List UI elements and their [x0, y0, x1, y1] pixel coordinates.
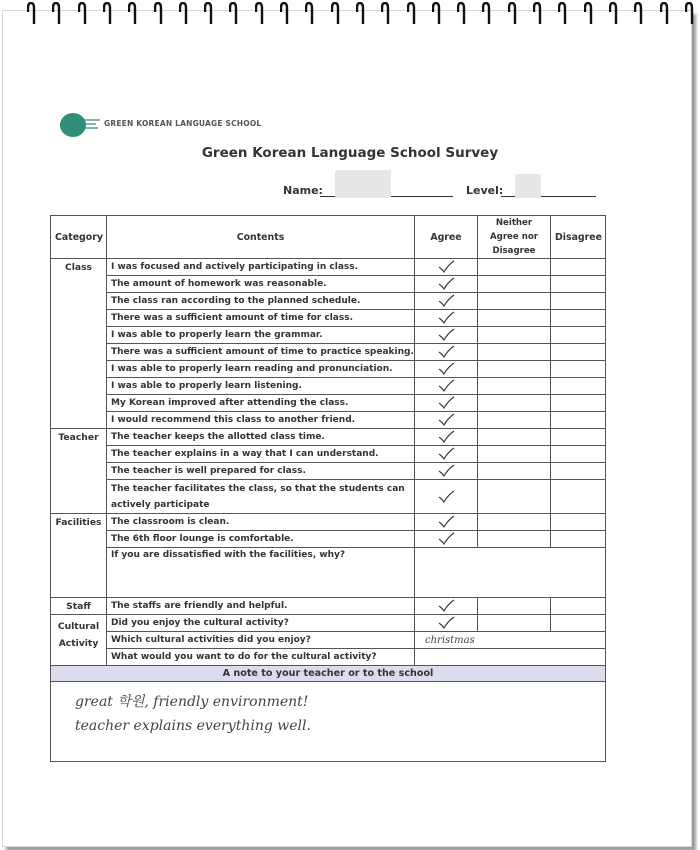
- binding-ring: [305, 2, 314, 26]
- agree-cell[interactable]: [415, 412, 478, 429]
- checkmark-icon: [415, 260, 477, 274]
- neither-cell[interactable]: [478, 480, 551, 514]
- handwritten-note-line: teacher explains everything well.: [75, 718, 311, 734]
- answer-field[interactable]: [415, 649, 606, 666]
- statement-cell: [107, 327, 415, 344]
- header-row: [51, 216, 606, 259]
- disagree-cell[interactable]: [551, 310, 606, 327]
- category-cell: [51, 429, 107, 514]
- binding-ring: [280, 2, 289, 26]
- statement-cell: [107, 514, 415, 531]
- binding-ring: [685, 2, 694, 26]
- statement-text: The teacher keeps the allotted class time.: [111, 432, 325, 442]
- statement-cell: [107, 463, 415, 480]
- neither-cell[interactable]: [478, 378, 551, 395]
- disagree-cell[interactable]: [551, 615, 606, 632]
- category-label: Facilities: [55, 517, 102, 528]
- binding-ring: [508, 2, 517, 26]
- statement-text: My Korean improved after attending the class.: [111, 398, 349, 408]
- survey-row: [51, 463, 606, 480]
- header-disagree: Disagree: [551, 216, 606, 259]
- disagree-cell[interactable]: [551, 446, 606, 463]
- survey-table: [50, 215, 606, 762]
- survey-row: [51, 395, 606, 412]
- survey-row: [51, 276, 606, 293]
- disagree-cell[interactable]: [551, 463, 606, 480]
- disagree-cell[interactable]: [551, 276, 606, 293]
- binding-ring: [381, 2, 390, 26]
- checkmark-icon: [415, 490, 477, 504]
- statement-cell: [107, 259, 415, 276]
- binding-ring: [634, 2, 643, 26]
- agree-cell[interactable]: [415, 276, 478, 293]
- binding-ring: [660, 2, 669, 26]
- handwritten-answer: christmas: [425, 634, 475, 646]
- statement-cell: [107, 429, 415, 446]
- checkmark-icon: [415, 362, 477, 376]
- answer-field[interactable]: [415, 548, 606, 598]
- statement-text: I would recommend this class to another friend.: [111, 415, 356, 425]
- statement-text: The 6th floor lounge is comfortable.: [111, 534, 294, 544]
- statement-text: The amount of homework was reasonable.: [111, 279, 327, 289]
- survey-row: [51, 259, 606, 276]
- disagree-cell[interactable]: [551, 327, 606, 344]
- survey-title: Green Korean Language School Survey: [201, 145, 499, 161]
- category-cell: [51, 598, 107, 615]
- checkmark-icon: [415, 413, 477, 427]
- agree-cell[interactable]: [415, 395, 478, 412]
- survey-row: [51, 480, 606, 514]
- agree-cell[interactable]: [415, 514, 478, 531]
- neither-cell[interactable]: [478, 293, 551, 310]
- open-question-row: [51, 632, 606, 649]
- statement-cell: [107, 598, 415, 615]
- note-header-text: A note to your teacher or to the school: [222, 668, 434, 679]
- spiral-binding: [0, 0, 700, 30]
- checkmark-icon: [415, 599, 477, 613]
- disagree-cell[interactable]: [551, 480, 606, 514]
- category-cell: [51, 514, 107, 598]
- survey-row: [51, 412, 606, 429]
- note-header: [51, 666, 606, 682]
- category-label: Staff: [66, 601, 91, 612]
- statement-cell: [107, 361, 415, 378]
- checkmark-icon: [415, 328, 477, 342]
- disagree-cell[interactable]: [551, 378, 606, 395]
- binding-ring: [457, 2, 466, 26]
- name-label: Name:: [283, 184, 323, 197]
- note-header-row: [51, 666, 606, 682]
- checkmark-icon: [415, 430, 477, 444]
- checkmark-icon: [415, 532, 477, 546]
- level-label: Level:: [466, 184, 504, 197]
- binding-ring: [533, 2, 542, 26]
- header-category: Category: [51, 216, 107, 259]
- note-field[interactable]: [51, 682, 606, 762]
- statement-text: I was focused and actively participating in class.: [111, 262, 359, 272]
- agree-cell[interactable]: [415, 598, 478, 615]
- binding-ring: [154, 2, 163, 26]
- checkmark-icon: [415, 294, 477, 308]
- survey-row: [51, 310, 606, 327]
- survey-row: [51, 344, 606, 361]
- question-cell: [107, 632, 415, 649]
- statement-text: The teacher facilitates the class, so that the students can actively participate: [111, 483, 405, 510]
- neither-cell[interactable]: [478, 446, 551, 463]
- neither-cell[interactable]: [478, 598, 551, 615]
- binding-ring: [204, 2, 213, 26]
- checkmark-icon: [415, 616, 477, 630]
- checkmark-icon: [415, 396, 477, 410]
- neither-cell[interactable]: [478, 615, 551, 632]
- disagree-cell[interactable]: [551, 259, 606, 276]
- survey-row: [51, 293, 606, 310]
- agree-cell[interactable]: [415, 259, 478, 276]
- agree-cell[interactable]: [415, 293, 478, 310]
- survey-row: [51, 327, 606, 344]
- statement-text: The classroom is clean.: [111, 517, 230, 527]
- binding-ring: [255, 2, 264, 26]
- neither-cell[interactable]: [478, 395, 551, 412]
- survey-row: [51, 429, 606, 446]
- disagree-cell[interactable]: [551, 361, 606, 378]
- redacted-name: [335, 170, 391, 198]
- binding-ring: [103, 2, 112, 26]
- statement-cell: [107, 276, 415, 293]
- agree-cell[interactable]: [415, 378, 478, 395]
- answer-field[interactable]: [415, 632, 606, 649]
- survey-row: [51, 598, 606, 615]
- statement-text: I was able to properly learn reading and pronunciation.: [111, 364, 393, 374]
- statement-cell: [107, 293, 415, 310]
- statement-text: The class ran according to the planned schedule.: [111, 296, 361, 306]
- open-question-row: [51, 548, 606, 598]
- neither-cell[interactable]: [478, 344, 551, 361]
- binding-ring: [229, 2, 238, 26]
- checkmark-icon: [415, 345, 477, 359]
- statement-text: The staffs are friendly and helpful.: [111, 601, 288, 611]
- neither-cell[interactable]: [478, 276, 551, 293]
- agree-cell[interactable]: [415, 429, 478, 446]
- neither-cell[interactable]: [478, 531, 551, 548]
- statement-cell: [107, 344, 415, 361]
- binding-ring: [407, 2, 416, 26]
- binding-ring: [558, 2, 567, 26]
- disagree-cell[interactable]: [551, 429, 606, 446]
- question-cell: [107, 649, 415, 666]
- agree-cell[interactable]: [415, 361, 478, 378]
- binding-ring: [432, 2, 441, 26]
- category-label: Class: [64, 262, 93, 273]
- statement-cell: [107, 310, 415, 327]
- checkmark-icon: [415, 515, 477, 529]
- statement-text: There was a sufficient amount of time for class.: [111, 313, 353, 323]
- agree-cell[interactable]: [415, 310, 478, 327]
- statement-text: Did you enjoy the cultural activity?: [111, 618, 289, 628]
- neither-cell[interactable]: [478, 259, 551, 276]
- agree-cell[interactable]: [415, 327, 478, 344]
- agree-cell[interactable]: [415, 480, 478, 514]
- question-text: Which cultural activities did you enjoy?: [111, 635, 311, 645]
- binding-ring: [331, 2, 340, 26]
- statement-text: The teacher is well prepared for class.: [111, 466, 306, 476]
- binding-ring: [52, 2, 61, 26]
- binding-ring: [609, 2, 618, 26]
- survey-row: [51, 446, 606, 463]
- disagree-cell[interactable]: [551, 395, 606, 412]
- statement-cell: [107, 615, 415, 632]
- question-text: What would you want to do for the cultural activity?: [111, 652, 377, 662]
- question-cell: [107, 548, 415, 598]
- school-logo-text: GREEN KOREAN LANGUAGE SCHOOL: [104, 119, 262, 128]
- checkmark-icon: [415, 464, 477, 478]
- agree-cell[interactable]: [415, 463, 478, 480]
- question-text: If you are dissatisfied with the facilities, why?: [111, 550, 346, 560]
- category-cell: [51, 259, 107, 429]
- survey-row: [51, 361, 606, 378]
- statement-cell: [107, 480, 415, 514]
- category-label: Cultural Activity: [57, 621, 100, 649]
- checkmark-icon: [415, 311, 477, 325]
- survey-row: [51, 514, 606, 531]
- statement-text: I was able to properly learn the grammar.: [111, 330, 323, 340]
- binding-ring: [27, 2, 36, 26]
- survey-row: [51, 615, 606, 632]
- disagree-cell[interactable]: [551, 514, 606, 531]
- statement-cell: [107, 412, 415, 429]
- agree-cell[interactable]: [415, 531, 478, 548]
- binding-ring: [482, 2, 491, 26]
- binding-ring: [356, 2, 365, 26]
- category-cell: [51, 615, 107, 666]
- survey-row: [51, 531, 606, 548]
- neither-cell[interactable]: [478, 412, 551, 429]
- category-label: Teacher: [58, 432, 99, 443]
- statement-text: The teacher explains in a way that I can understand.: [111, 449, 379, 459]
- checkmark-icon: [415, 379, 477, 393]
- header-contents: Contents: [107, 216, 415, 259]
- binding-ring: [584, 2, 593, 26]
- neither-cell[interactable]: [478, 361, 551, 378]
- checkmark-icon: [415, 447, 477, 461]
- binding-ring: [179, 2, 188, 26]
- open-question-row: [51, 649, 606, 666]
- neither-cell[interactable]: [478, 327, 551, 344]
- statement-cell: [107, 378, 415, 395]
- agree-cell[interactable]: [415, 446, 478, 463]
- neither-cell[interactable]: [478, 429, 551, 446]
- agree-cell[interactable]: [415, 344, 478, 361]
- checkmark-icon: [415, 277, 477, 291]
- neither-cell[interactable]: [478, 514, 551, 531]
- agree-cell[interactable]: [415, 615, 478, 632]
- header-neither: Neither Agree nor Disagree: [478, 216, 551, 259]
- disagree-cell[interactable]: [551, 344, 606, 361]
- header-agree: Agree: [415, 216, 478, 259]
- statement-cell: [107, 395, 415, 412]
- disagree-cell[interactable]: [551, 293, 606, 310]
- binding-ring: [78, 2, 87, 26]
- handwritten-note-line: great 학원, friendly environment!: [75, 694, 309, 710]
- statement-text: There was a sufficient amount of time to practice speaking.: [111, 347, 414, 357]
- disagree-cell[interactable]: [551, 412, 606, 429]
- survey-row: [51, 378, 606, 395]
- note-row: [51, 682, 606, 762]
- statement-cell: [107, 531, 415, 548]
- redacted-level: [515, 174, 541, 198]
- disagree-cell[interactable]: [551, 598, 606, 615]
- disagree-cell[interactable]: [551, 531, 606, 548]
- binding-ring: [128, 2, 137, 26]
- statement-cell: [107, 446, 415, 463]
- neither-cell[interactable]: [478, 463, 551, 480]
- statement-text: I was able to properly learn listening.: [111, 381, 302, 391]
- neither-cell[interactable]: [478, 310, 551, 327]
